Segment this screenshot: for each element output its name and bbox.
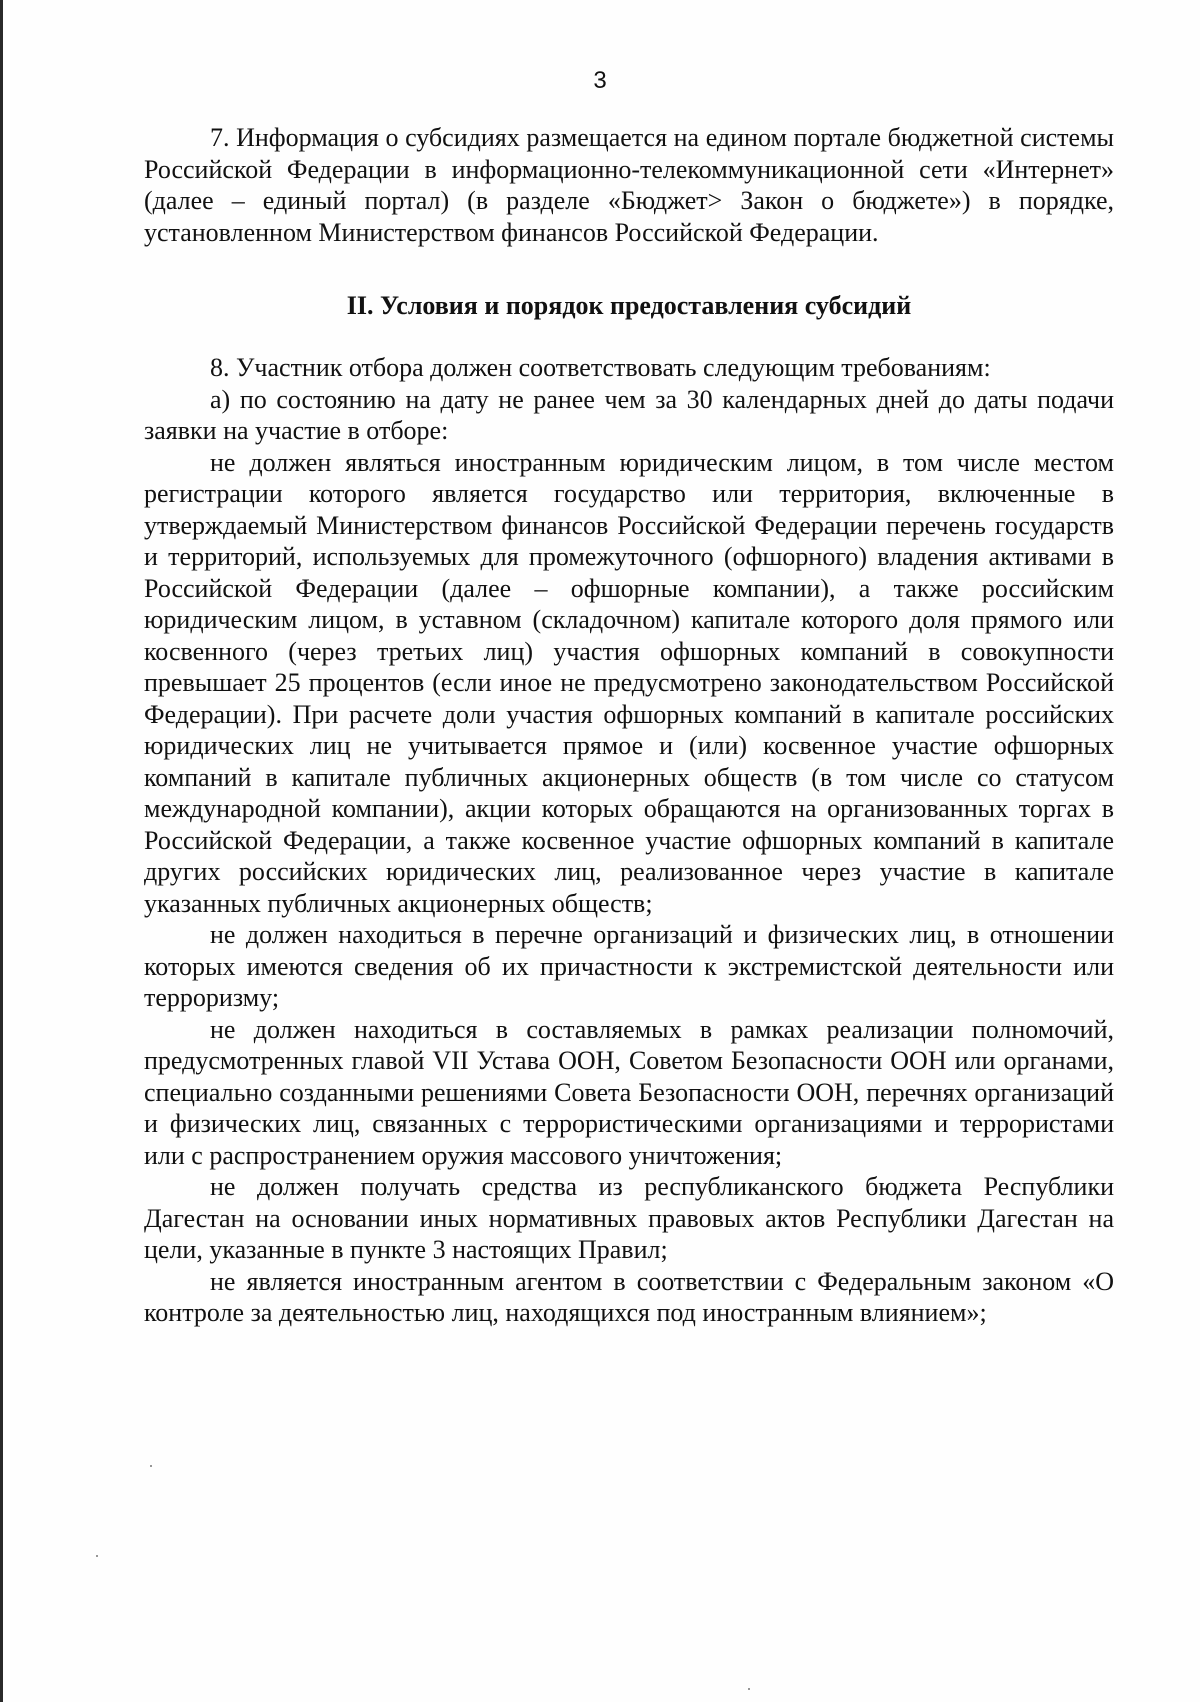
section-heading: II. Условия и порядок предоставления субсидий [346,291,912,320]
paragraph-8a-budget-funds: не должен получать средства из республиканского бюджета Республики Дагестан на основании иных нормативных правовых актов Республики Дагестан на цели, указанные в пункте 3 настоящих Правил; [144,1172,1114,1264]
paragraph-8a-offshore: не должен являться иностранным юридическим лицом, в том числе местом регистрации которого является государство или территория, включенные в утверждаемый Министерством финансов Российской Федерации перечень государств и территорий, используемых для промежуточного (офшорного) владения активами в Российской Федерации (далее – офшорные компании), а также российским юридическим лицом, в уставном (складочном) капитале которого доля прямого или косвенного (через третьих лиц) участия офшорных компаний в совокупности превышает 25 процентов (если иное не предусмотрено законодательством Российской Федерации). При расчете доли участия офшорных компаний в капитале российских юридических лиц не учитывается прямое и (или) косвенное участие офшорных компаний в капитале публичных акционерных обществ (в том числе со статусом международной компании), акции которых обращаются на организованных торгах в Российской Федерации, а также косвенное участие офшорных компаний в капитале других российских юридических лиц, реализованное через участие в капитале указанных публичных акционерных обществ; [144,447,1114,918]
paragraph-7: 7. Информация о субсидиях размещается на едином портале бюджетной системы Российской Федерации в информационно-телекоммуникационной сети «Интернет» (далее – единый портал) (в разделе «Бюджет> Закон о бюджете») в порядке, установленном Министерством финансов Российской Федерации. [144,123,1114,247]
document-body [144,122,1114,1329]
paragraph-8a: а) по состоянию на дату не ранее чем за 30 календарных дней до даты подачи заявки на участие в отборе: [144,384,1114,445]
scan-edge-line [0,0,3,1702]
page-number: 3 [593,67,607,94]
scan-speck [150,1465,152,1467]
paragraph-8a-un-lists: не должен находиться в составляемых в рамках реализации полномочий, предусмотренных главой VII Устава ООН, Советом Безопасности ООН или органами, специально созданными решениями Совета Безопасности ООН, перечнях организаций и физических лиц, связанных с террористическими организациями и террористами или с распространением оружия массового уничтожения; [144,1014,1114,1170]
paragraph-8a-foreign-agent: не является иностранным агентом в соответствии с Федеральным законом «О контроле за деятельностью лиц, находящихся под иностранным влиянием»; [144,1266,1114,1327]
paragraph-8a-extremism: не должен находиться в перечне организаций и физических лиц, в отношении которых имеются сведения об их причастности к экстремистской деятельности или терроризму; [144,920,1114,1012]
scan-speck [748,1688,750,1690]
paragraph-8: 8. Участник отбора должен соответствовать следующим требованиям: [210,353,991,382]
scan-speck [96,1555,98,1557]
